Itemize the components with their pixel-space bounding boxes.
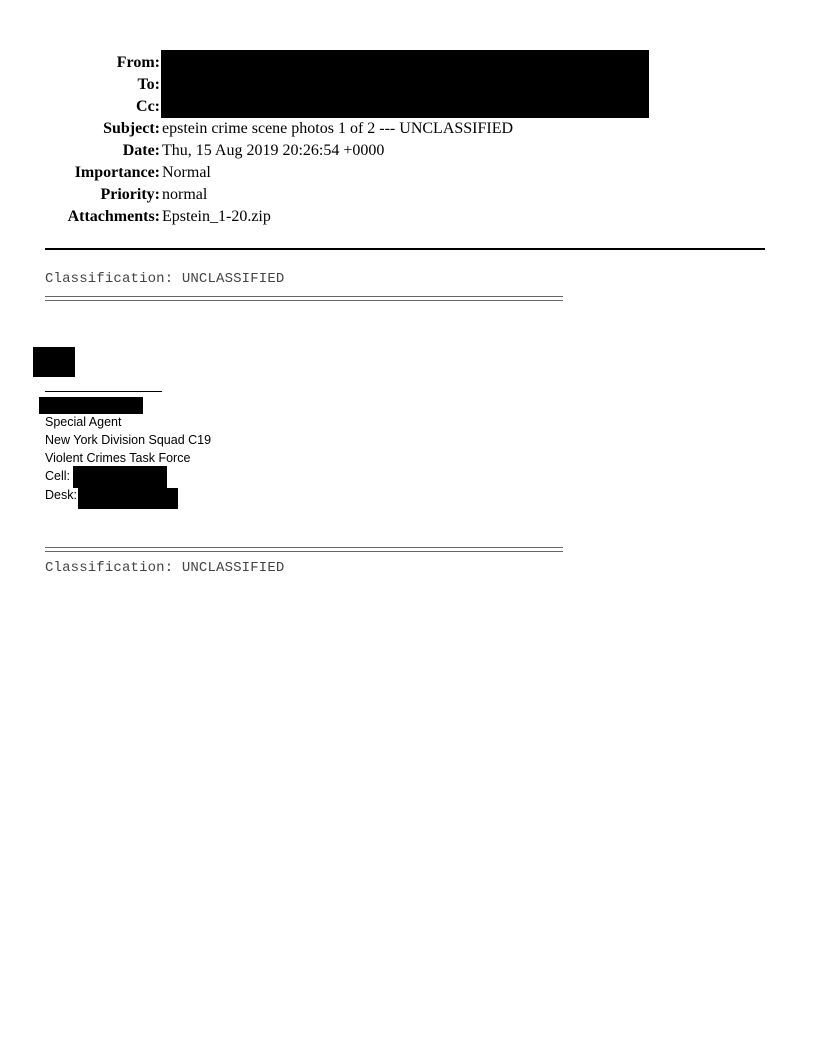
signature-cell-label: Cell: xyxy=(45,469,71,483)
from-label: From: xyxy=(116,54,160,71)
attachments-row xyxy=(0,206,816,228)
classification-top: Classification: UNCLASSIFIED xyxy=(45,271,285,287)
priority-value: normal xyxy=(162,186,208,203)
recipients-redaction xyxy=(161,50,649,118)
signature-desk-label: Desk: xyxy=(45,488,77,502)
subject-value: epstein crime scene photos 1 of 2 --- UNCLASSIFIED xyxy=(162,120,514,137)
subject-row xyxy=(0,118,816,140)
signature-task-force: Violent Crimes Task Force xyxy=(45,451,191,465)
desk-number-redaction xyxy=(78,488,178,509)
greeting-redaction xyxy=(33,347,75,377)
signature-title: Special Agent xyxy=(45,415,122,429)
date-value: Thu, 15 Aug 2019 20:26:54 +0000 xyxy=(162,142,385,159)
signature-division: New York Division Squad C19 xyxy=(45,433,212,447)
attachments-value[interactable]: Epstein_1-20.zip xyxy=(162,208,271,225)
date-row xyxy=(0,140,816,162)
cc-label: Cc: xyxy=(136,98,160,115)
separator-line-top xyxy=(45,294,563,304)
attachments-label: Attachments: xyxy=(67,208,160,225)
importance-value: Normal xyxy=(162,164,211,181)
header-divider xyxy=(45,248,765,250)
importance-row xyxy=(0,162,816,184)
classification-bottom: Classification: UNCLASSIFIED xyxy=(45,560,285,576)
priority-label: Priority: xyxy=(100,186,160,203)
subject-label: Subject: xyxy=(103,120,160,137)
importance-label: Importance: xyxy=(74,164,160,181)
to-label: To: xyxy=(137,76,160,93)
date-label: Date: xyxy=(122,142,160,159)
priority-row xyxy=(0,184,816,206)
cell-number-redaction xyxy=(73,466,167,488)
separator-line-bottom xyxy=(45,545,563,555)
name-redaction xyxy=(39,397,143,414)
signature-divider xyxy=(45,391,162,392)
